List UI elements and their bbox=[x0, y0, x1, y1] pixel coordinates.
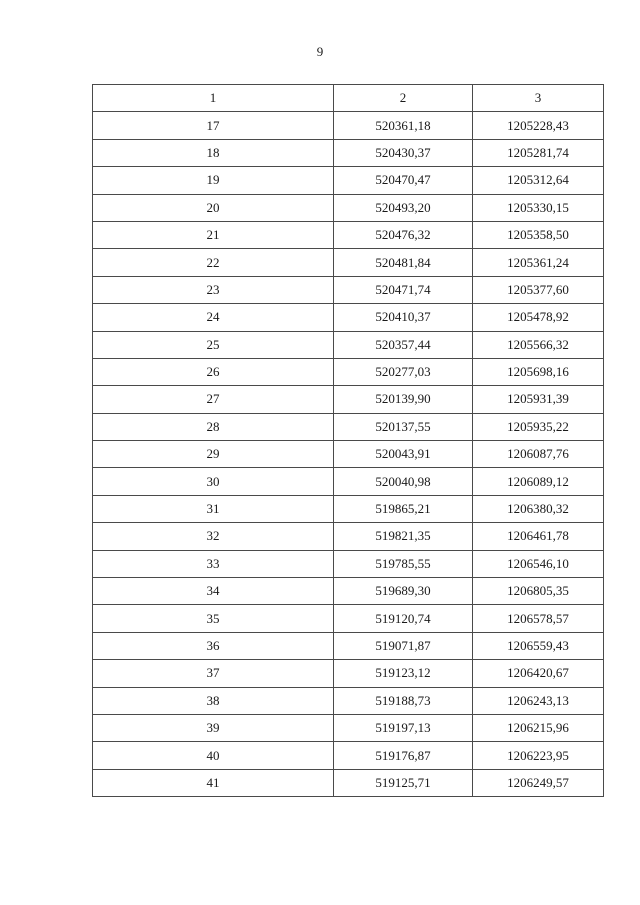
point-number-cell: 36 bbox=[93, 632, 334, 659]
coordinate-y-cell: 1206805,35 bbox=[473, 578, 604, 605]
table-row bbox=[93, 249, 604, 276]
coordinate-x-cell: 519188,73 bbox=[334, 687, 473, 714]
coordinate-y-cell: 1206223,95 bbox=[473, 742, 604, 769]
point-number-cell: 31 bbox=[93, 495, 334, 522]
coordinate-x-cell: 519125,71 bbox=[334, 769, 473, 796]
table-row bbox=[93, 769, 604, 796]
coordinate-x-cell: 520043,91 bbox=[334, 441, 473, 468]
coordinate-y-cell: 1205312,64 bbox=[473, 167, 604, 194]
coordinate-y-cell: 1205330,15 bbox=[473, 194, 604, 221]
coordinate-y-cell: 1206461,78 bbox=[473, 523, 604, 550]
table-row bbox=[93, 578, 604, 605]
table-header-row bbox=[93, 85, 604, 112]
coordinate-y-cell: 1205377,60 bbox=[473, 276, 604, 303]
point-number-cell: 24 bbox=[93, 304, 334, 331]
table-row bbox=[93, 276, 604, 303]
table-row bbox=[93, 139, 604, 166]
point-number-cell: 19 bbox=[93, 167, 334, 194]
point-number-cell: 28 bbox=[93, 413, 334, 440]
coordinate-y-cell: 1205358,50 bbox=[473, 221, 604, 248]
point-number-cell: 18 bbox=[93, 139, 334, 166]
point-number-cell: 22 bbox=[93, 249, 334, 276]
table-row bbox=[93, 495, 604, 522]
coordinate-x-cell: 520476,32 bbox=[334, 221, 473, 248]
coordinate-x-cell: 519071,87 bbox=[334, 632, 473, 659]
table-row bbox=[93, 331, 604, 358]
point-number-cell: 32 bbox=[93, 523, 334, 550]
point-number-cell: 34 bbox=[93, 578, 334, 605]
table-row bbox=[93, 112, 604, 139]
coordinate-y-cell: 1206243,13 bbox=[473, 687, 604, 714]
coordinate-y-cell: 1205931,39 bbox=[473, 386, 604, 413]
coordinate-y-cell: 1206087,76 bbox=[473, 441, 604, 468]
coordinate-x-cell: 519197,13 bbox=[334, 714, 473, 741]
coordinate-y-cell: 1205698,16 bbox=[473, 358, 604, 385]
coordinate-x-cell: 520139,90 bbox=[334, 386, 473, 413]
column-header-2: 2 bbox=[334, 85, 473, 112]
point-number-cell: 25 bbox=[93, 331, 334, 358]
coordinate-x-cell: 520137,55 bbox=[334, 413, 473, 440]
coordinate-y-cell: 1205228,43 bbox=[473, 112, 604, 139]
table-row bbox=[93, 413, 604, 440]
table-row bbox=[93, 468, 604, 495]
coordinate-x-cell: 520040,98 bbox=[334, 468, 473, 495]
coordinate-y-cell: 1205478,92 bbox=[473, 304, 604, 331]
page-number: 9 bbox=[316, 44, 324, 59]
coordinate-y-cell: 1206420,67 bbox=[473, 660, 604, 687]
coordinate-x-cell: 519120,74 bbox=[334, 605, 473, 632]
table-row bbox=[93, 167, 604, 194]
table-row bbox=[93, 714, 604, 741]
table-row bbox=[93, 304, 604, 331]
coordinate-x-cell: 520410,37 bbox=[334, 304, 473, 331]
point-number-cell: 26 bbox=[93, 358, 334, 385]
point-number-cell: 38 bbox=[93, 687, 334, 714]
point-number-cell: 29 bbox=[93, 441, 334, 468]
table-row bbox=[93, 523, 604, 550]
table-body bbox=[93, 112, 604, 797]
point-number-cell: 37 bbox=[93, 660, 334, 687]
coordinate-y-cell: 1206089,12 bbox=[473, 468, 604, 495]
coordinate-y-cell: 1206559,43 bbox=[473, 632, 604, 659]
table-row bbox=[93, 632, 604, 659]
coordinate-x-cell: 519821,35 bbox=[334, 523, 473, 550]
point-number-cell: 27 bbox=[93, 386, 334, 413]
table-row bbox=[93, 194, 604, 221]
table-row bbox=[93, 221, 604, 248]
coordinate-x-cell: 520357,44 bbox=[334, 331, 473, 358]
coordinate-y-cell: 1206215,96 bbox=[473, 714, 604, 741]
coordinate-y-cell: 1206578,57 bbox=[473, 605, 604, 632]
coordinate-y-cell: 1206249,57 bbox=[473, 769, 604, 796]
point-number-cell: 20 bbox=[93, 194, 334, 221]
point-number-cell: 33 bbox=[93, 550, 334, 577]
coordinate-x-cell: 519785,55 bbox=[334, 550, 473, 577]
coordinate-x-cell: 520430,37 bbox=[334, 139, 473, 166]
table-row bbox=[93, 441, 604, 468]
coordinate-y-cell: 1206546,10 bbox=[473, 550, 604, 577]
point-number-cell: 40 bbox=[93, 742, 334, 769]
coordinate-x-cell: 520277,03 bbox=[334, 358, 473, 385]
point-number-cell: 21 bbox=[93, 221, 334, 248]
coordinate-x-cell: 520481,84 bbox=[334, 249, 473, 276]
coordinate-x-cell: 519176,87 bbox=[334, 742, 473, 769]
coordinate-x-cell: 520361,18 bbox=[334, 112, 473, 139]
coordinate-y-cell: 1206380,32 bbox=[473, 495, 604, 522]
coordinate-y-cell: 1205566,32 bbox=[473, 331, 604, 358]
point-number-cell: 17 bbox=[93, 112, 334, 139]
point-number-cell: 41 bbox=[93, 769, 334, 796]
point-number-cell: 23 bbox=[93, 276, 334, 303]
table-row bbox=[93, 386, 604, 413]
column-header-3: 3 bbox=[473, 85, 604, 112]
coordinate-y-cell: 1205935,22 bbox=[473, 413, 604, 440]
point-number-cell: 35 bbox=[93, 605, 334, 632]
column-header-1: 1 bbox=[93, 85, 334, 112]
table-row bbox=[93, 605, 604, 632]
table-row bbox=[93, 742, 604, 769]
coordinate-y-cell: 1205281,74 bbox=[473, 139, 604, 166]
coordinate-x-cell: 519865,21 bbox=[334, 495, 473, 522]
table-row bbox=[93, 660, 604, 687]
table-row bbox=[93, 358, 604, 385]
coordinate-x-cell: 520493,20 bbox=[334, 194, 473, 221]
table-row bbox=[93, 687, 604, 714]
coordinates-table bbox=[92, 84, 604, 797]
table-row bbox=[93, 550, 604, 577]
coordinate-x-cell: 519123,12 bbox=[334, 660, 473, 687]
coordinate-y-cell: 1205361,24 bbox=[473, 249, 604, 276]
coordinate-x-cell: 520470,47 bbox=[334, 167, 473, 194]
point-number-cell: 30 bbox=[93, 468, 334, 495]
coordinate-x-cell: 520471,74 bbox=[334, 276, 473, 303]
coordinate-x-cell: 519689,30 bbox=[334, 578, 473, 605]
point-number-cell: 39 bbox=[93, 714, 334, 741]
